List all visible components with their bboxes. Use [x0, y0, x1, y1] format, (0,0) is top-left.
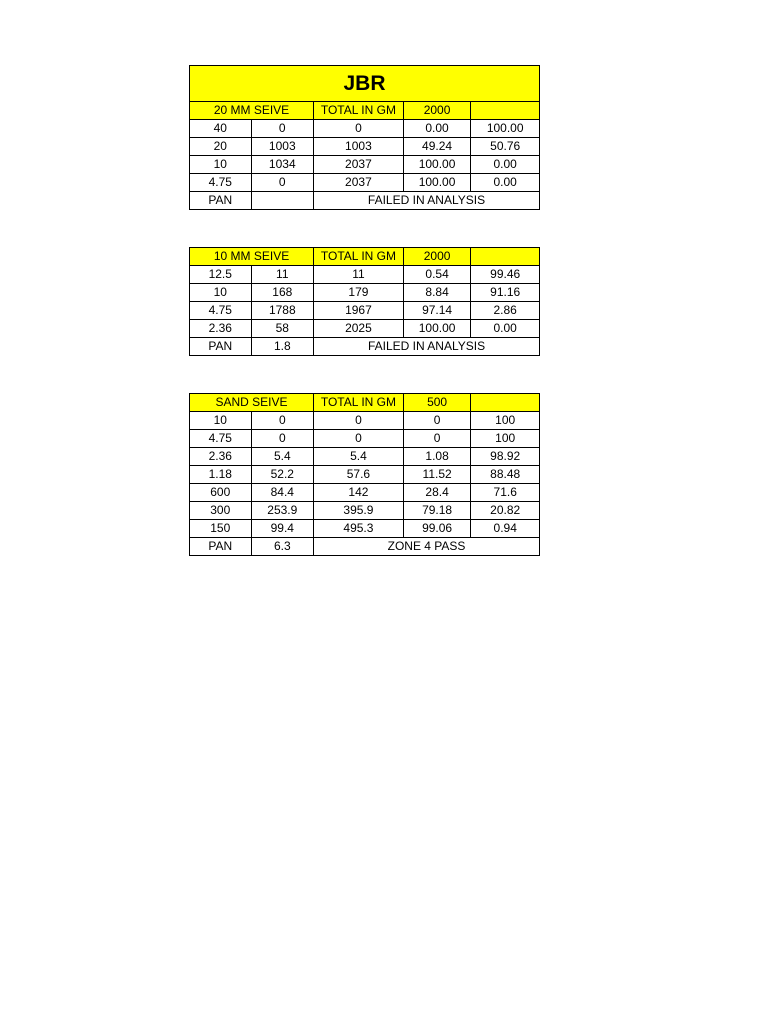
cell[interactable]: 88.48: [471, 466, 540, 484]
cell[interactable]: 4.75: [190, 174, 252, 192]
cell[interactable]: 97.14: [403, 302, 471, 320]
cell[interactable]: 395.9: [314, 502, 404, 520]
table-header-sieve[interactable]: 20 MM SEIVE: [190, 102, 314, 120]
cell[interactable]: 4.75: [190, 302, 252, 320]
analysis-result[interactable]: FAILED IN ANALYSIS: [314, 192, 540, 210]
cell[interactable]: 1788: [251, 302, 314, 320]
table-row: [190, 484, 540, 502]
table-header-total-label[interactable]: TOTAL IN GM: [314, 248, 404, 266]
pan-row: [190, 192, 540, 210]
cell[interactable]: 179: [314, 284, 404, 302]
table-header-total-label[interactable]: TOTAL IN GM: [314, 102, 404, 120]
pan-label[interactable]: PAN: [190, 192, 252, 210]
table-row: [190, 138, 540, 156]
table-row: [190, 174, 540, 192]
cell[interactable]: 100.00: [403, 174, 471, 192]
cell[interactable]: 99.4: [251, 520, 314, 538]
table-row: [190, 502, 540, 520]
pan-label[interactable]: PAN: [190, 538, 252, 556]
cell[interactable]: 2.36: [190, 448, 252, 466]
cell[interactable]: 49.24: [403, 138, 471, 156]
cell[interactable]: 2.36: [190, 320, 252, 338]
table-header-blank[interactable]: [471, 102, 540, 120]
cell[interactable]: 5.4: [251, 448, 314, 466]
cell[interactable]: 20.82: [471, 502, 540, 520]
cell[interactable]: 600: [190, 484, 252, 502]
table-header-sieve[interactable]: SAND SEIVE: [190, 394, 314, 412]
cell[interactable]: 10: [190, 284, 252, 302]
cell[interactable]: 0: [314, 430, 404, 448]
cell[interactable]: 0.54: [403, 266, 471, 284]
cell[interactable]: 1003: [251, 138, 314, 156]
cell[interactable]: 2037: [314, 156, 404, 174]
cell[interactable]: 11: [251, 266, 314, 284]
cell[interactable]: 11: [314, 266, 404, 284]
pan-value[interactable]: [251, 192, 314, 210]
cell[interactable]: 28.4: [403, 484, 471, 502]
cell[interactable]: 20: [190, 138, 252, 156]
cell[interactable]: 0.00: [471, 320, 540, 338]
cell[interactable]: 40: [190, 120, 252, 138]
pan-value[interactable]: 1.8: [251, 338, 314, 356]
table-row: [190, 266, 540, 284]
table-row: [190, 520, 540, 538]
table-row: [190, 320, 540, 338]
pan-row: [190, 538, 540, 556]
cell[interactable]: 8.84: [403, 284, 471, 302]
table-header-sieve[interactable]: 10 MM SEIVE: [190, 248, 314, 266]
cell[interactable]: 100.00: [403, 156, 471, 174]
cell[interactable]: 1.18: [190, 466, 252, 484]
cell[interactable]: 0.00: [471, 174, 540, 192]
cell[interactable]: 2025: [314, 320, 404, 338]
cell[interactable]: 98.92: [471, 448, 540, 466]
table-header-blank[interactable]: [471, 394, 540, 412]
table-row: [190, 448, 540, 466]
cell[interactable]: 91.16: [471, 284, 540, 302]
sieve-table-10mm: [189, 247, 540, 356]
table-header-total-value[interactable]: 500: [403, 394, 471, 412]
pan-value[interactable]: 6.3: [251, 538, 314, 556]
cell[interactable]: 2.86: [471, 302, 540, 320]
table-row: [190, 466, 540, 484]
cell[interactable]: 0: [251, 174, 314, 192]
cell[interactable]: 99.06: [403, 520, 471, 538]
table-row: [190, 156, 540, 174]
cell[interactable]: 100.00: [471, 120, 540, 138]
cell[interactable]: 2037: [314, 174, 404, 192]
table-row: [190, 120, 540, 138]
table-row: [190, 430, 540, 448]
cell[interactable]: 100.00: [403, 320, 471, 338]
cell[interactable]: 0: [403, 412, 471, 430]
cell[interactable]: 100: [471, 430, 540, 448]
cell[interactable]: 4.75: [190, 430, 252, 448]
pan-row: [190, 338, 540, 356]
cell[interactable]: 1003: [314, 138, 404, 156]
cell[interactable]: 0: [251, 120, 314, 138]
cell[interactable]: 0: [314, 412, 404, 430]
cell[interactable]: 11.52: [403, 466, 471, 484]
cell[interactable]: 10: [190, 412, 252, 430]
cell[interactable]: 142: [314, 484, 404, 502]
table-header-total-label[interactable]: TOTAL IN GM: [314, 394, 404, 412]
cell[interactable]: 1967: [314, 302, 404, 320]
sheet-title[interactable]: JBR: [190, 66, 540, 102]
table-row: [190, 412, 540, 430]
cell[interactable]: 5.4: [314, 448, 404, 466]
sieve-table-20mm: [189, 65, 540, 210]
cell[interactable]: 99.46: [471, 266, 540, 284]
cell[interactable]: 79.18: [403, 502, 471, 520]
cell[interactable]: 0.00: [403, 120, 471, 138]
cell[interactable]: 50.76: [471, 138, 540, 156]
table-row: [190, 284, 540, 302]
cell[interactable]: 0: [251, 412, 314, 430]
cell[interactable]: 150: [190, 520, 252, 538]
cell[interactable]: 300: [190, 502, 252, 520]
cell[interactable]: 1034: [251, 156, 314, 174]
cell[interactable]: 0.00: [471, 156, 540, 174]
analysis-result[interactable]: ZONE 4 PASS: [314, 538, 540, 556]
cell[interactable]: 0: [314, 120, 404, 138]
cell[interactable]: 1.08: [403, 448, 471, 466]
cell[interactable]: 0.94: [471, 520, 540, 538]
cell[interactable]: 57.6: [314, 466, 404, 484]
pan-label[interactable]: PAN: [190, 338, 252, 356]
cell[interactable]: 10: [190, 156, 252, 174]
cell[interactable]: 84.4: [251, 484, 314, 502]
cell[interactable]: 100: [471, 412, 540, 430]
table-header-total-value[interactable]: 2000: [403, 248, 471, 266]
table-header-total-value[interactable]: 2000: [403, 102, 471, 120]
table-header-blank[interactable]: [471, 248, 540, 266]
cell[interactable]: 12.5: [190, 266, 252, 284]
cell[interactable]: 52.2: [251, 466, 314, 484]
sieve-table-sand: [189, 393, 540, 556]
analysis-result[interactable]: FAILED IN ANALYSIS: [314, 338, 540, 356]
cell[interactable]: 0: [251, 430, 314, 448]
cell[interactable]: 58: [251, 320, 314, 338]
cell[interactable]: 253.9: [251, 502, 314, 520]
cell[interactable]: 71.6: [471, 484, 540, 502]
cell[interactable]: 0: [403, 430, 471, 448]
cell[interactable]: 495.3: [314, 520, 404, 538]
table-row: [190, 302, 540, 320]
cell[interactable]: 168: [251, 284, 314, 302]
